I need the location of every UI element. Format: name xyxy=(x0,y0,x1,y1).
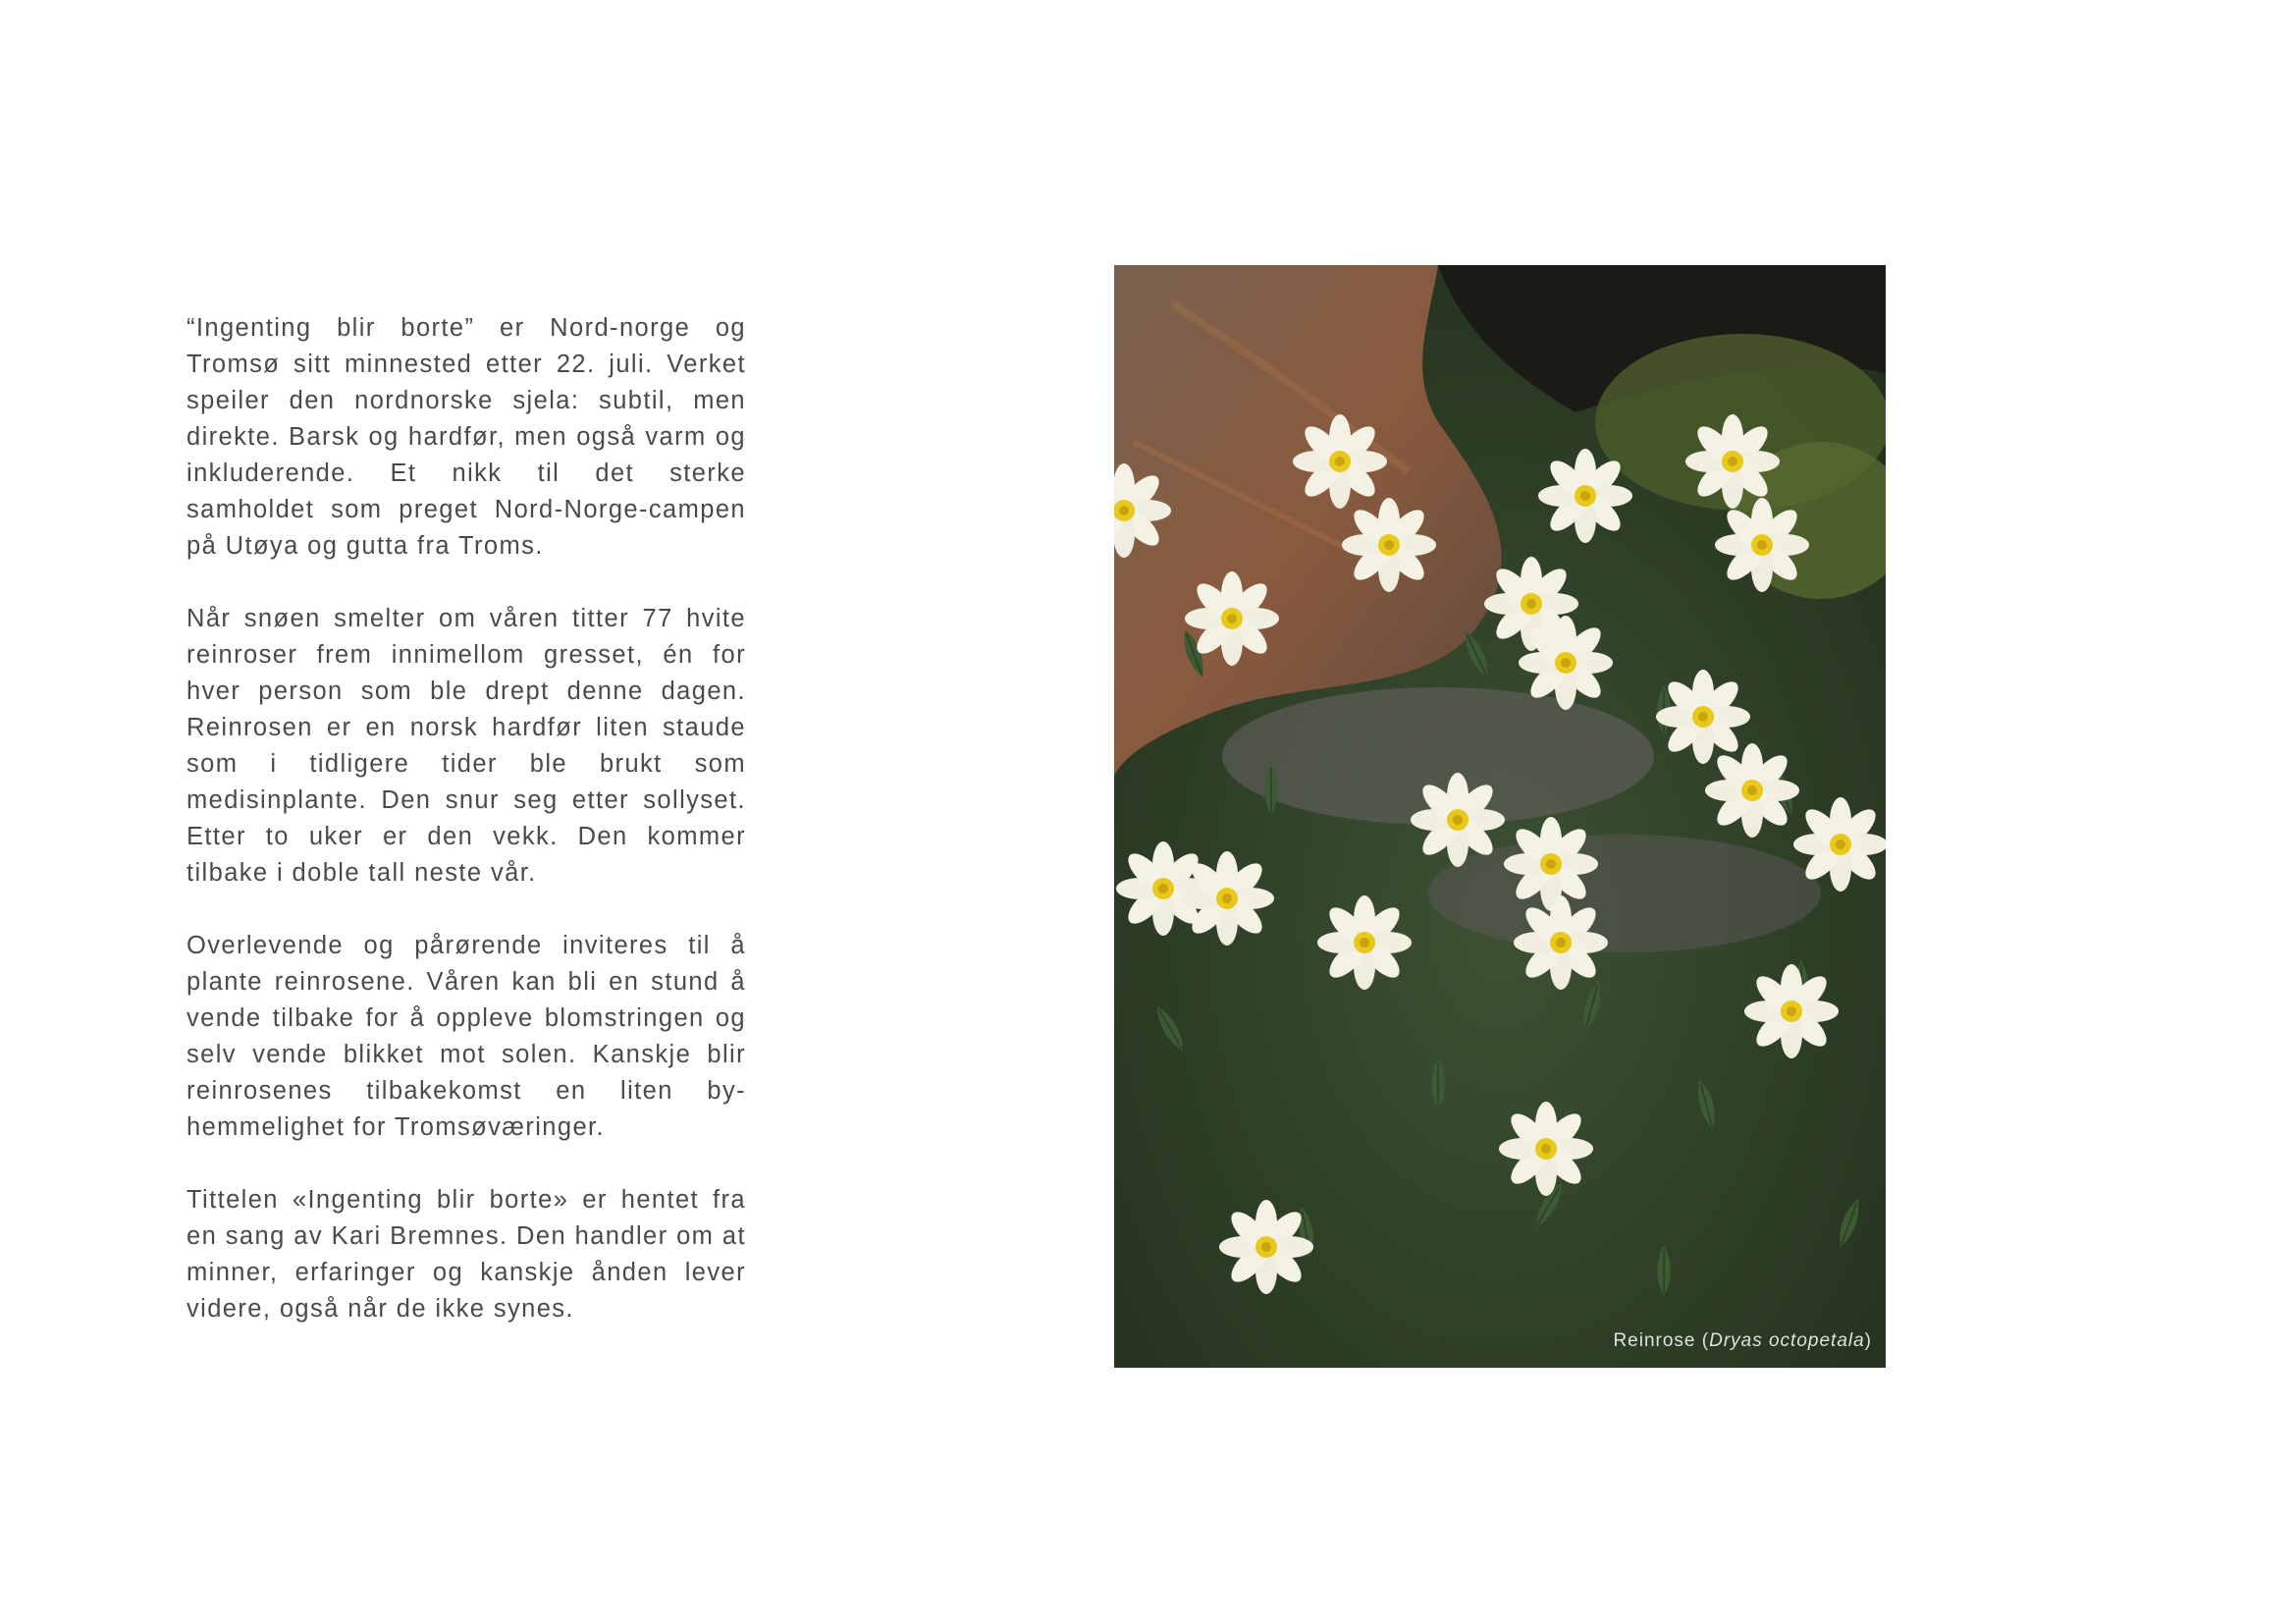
caption-close-paren: ) xyxy=(1864,1330,1872,1351)
photo-caption xyxy=(1613,1330,1872,1352)
caption-common-name: Reinrose xyxy=(1613,1330,1696,1351)
caption-open-paren: ( xyxy=(1695,1330,1710,1351)
flower-illustration xyxy=(1114,265,1886,1368)
caption-scientific-name: Dryas octopetala xyxy=(1709,1330,1865,1351)
reinrose-photo xyxy=(1114,265,1886,1368)
paragraph-invitation: Overlevende og pårørende inviteres til å plante reinrosene. Våren kan bli en stund å vende tilbake for å oppleve blomstringen og selv vende blikket mot solen. Kanskje blir reinrosenes tilbakekomst en liten by-hemmelighet for Tromsøværinger. xyxy=(187,932,746,1141)
paragraph-reinroser: Når snøen smelter om våren titter 77 hvite reinroser frem innimellom gresset, én for hver person som ble drept denne dagen. Reinrosen er en norsk hardfør liten staude som i tidligere tider ble brukt som medisinplante. Den snur seg etter sollyset. Etter to uker er den vekk. Den kommer tilbake i doble tall neste vår. xyxy=(187,605,746,887)
paragraph-title-origin: Tittelen «Ingenting blir borte» er hentet fra en sang av Kari Bremnes. Den handler om at minner, erfaringer og kanskje ånden lever videre, også når de ikke synes. xyxy=(187,1186,746,1323)
paragraph-intro: “Ingenting blir borte” er Nord-norge og Tromsø sitt minnested etter 22. juli. Verket speiler den nordnorske sjela: subtil, men direkte. Barsk og hardfør, men også varm og inkluderende. Et nikk til det sterke samholdet som preget Nord-Norge-campen på Utøya og gutta fra Troms. xyxy=(187,314,746,560)
body-text-column xyxy=(187,310,746,1364)
